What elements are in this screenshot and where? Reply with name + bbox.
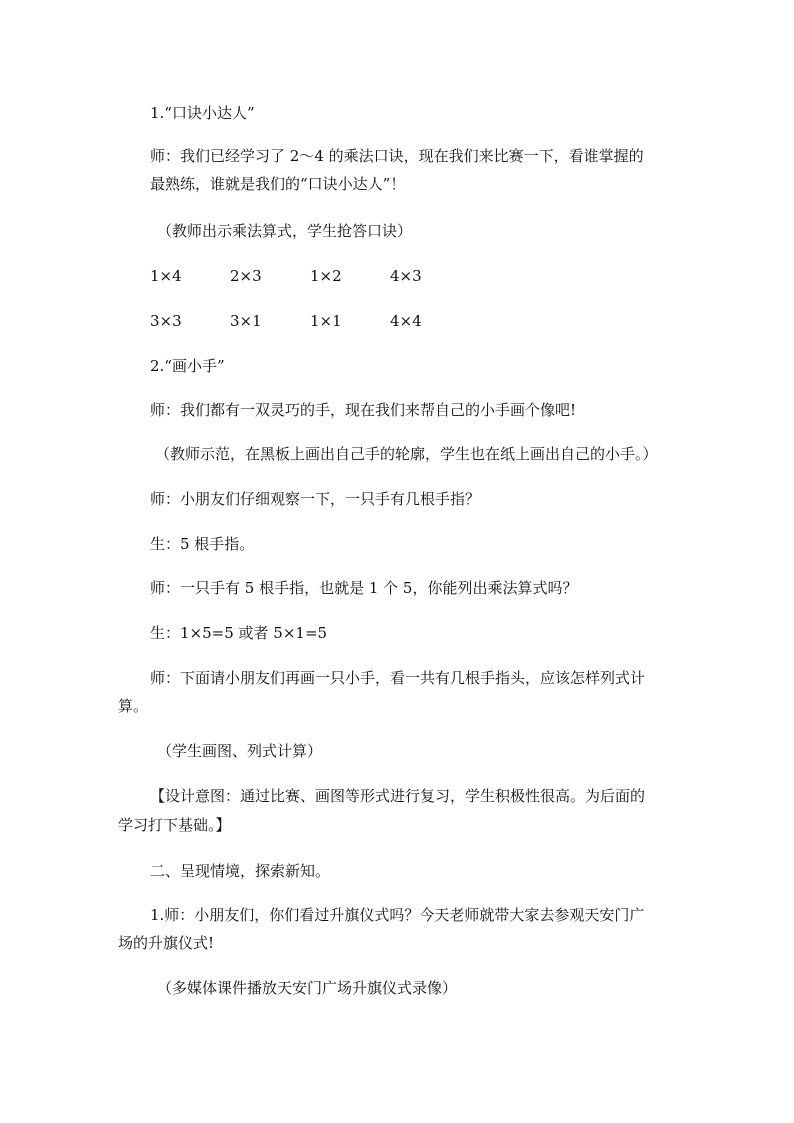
teacher-intro-cont: 最熟练，谁就是我们的“口诀小达人”！ — [150, 175, 406, 193]
expression: 4×3 — [390, 267, 422, 285]
teacher-line-4: 师：下面请小朋友们再画一只小手，看一共有几根手指头，应该怎样列式计 — [150, 669, 646, 687]
section2-note-1: （教师示范，在黑板上画出自己手的轮廓，学生也在纸上画出自己的小手。） — [155, 445, 658, 463]
expression: 2×3 — [230, 267, 262, 285]
expression: 3×1 — [230, 312, 262, 330]
design-intent-cont: 学习打下基础。】 — [118, 816, 231, 834]
teacher-line-3: 师：一只手有 5 根手指，也就是 1 个 5，你能列出乘法算式吗？ — [150, 579, 578, 597]
expression: 1×4 — [150, 267, 182, 285]
student-line-2: 生：1×5=5 或者 5×1=5 — [150, 624, 328, 642]
teacher-intro: 师：我们已经学习了 2～4 的乘法口诀，现在我们来比赛一下，看谁掌握的 — [150, 147, 644, 165]
expression: 3×3 — [150, 312, 182, 330]
part2-item-1-cont: 场的升旗仪式! — [118, 934, 215, 952]
part2-item-1: 1.师：小朋友们，你们看过升旗仪式吗？今天老师就带大家去参观天安门广 — [150, 906, 645, 924]
expression: 1×1 — [310, 312, 342, 330]
teacher-line-4-cont: 算。 — [118, 697, 149, 715]
student-line-1: 生：5 根手指。 — [150, 535, 255, 553]
design-intent: 【设计意图：通过比赛、画图等形式进行复习，学生积极性很高。为后面的 — [150, 787, 646, 805]
expression: 1×2 — [310, 267, 342, 285]
teacher-line-1: 师：我们都有一双灵巧的手，现在我们来帮自己的小手画个像吧! — [150, 401, 577, 419]
part2-heading: 二、呈现情境，探索新知。 — [150, 862, 331, 880]
teacher-line-2: 师：小朋友们仔细观察一下，一只手有几根手指？ — [150, 490, 481, 508]
section2-note-2: （学生画图、列式计算） — [157, 742, 323, 760]
part2-note: （多媒体课件播放天安门广场升旗仪式录像） — [157, 979, 458, 997]
section1-note: （教师出示乘法算式，学生抢答口诀） — [157, 222, 413, 240]
section2-heading: 2.“画小手” — [150, 357, 225, 375]
section1-heading: 1.“口诀小达人” — [150, 104, 255, 122]
expression: 4×4 — [390, 312, 422, 330]
